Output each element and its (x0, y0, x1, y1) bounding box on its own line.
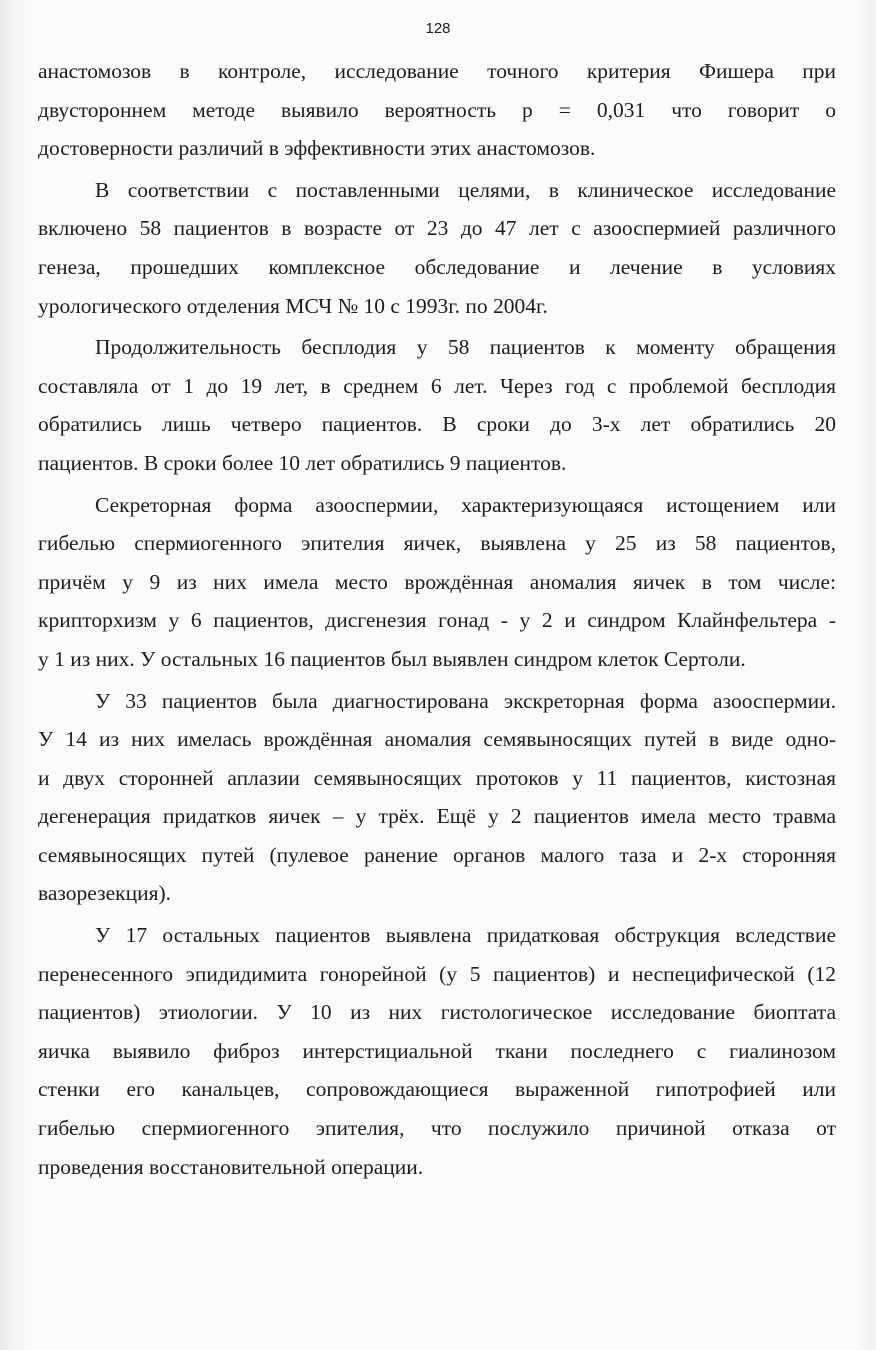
text-line: у 1 из них. У остальных 16 пациентов был выявлен синдром клеток Сертоли. (38, 646, 746, 671)
paragraph (38, 916, 836, 1186)
text-line: дегенерация придатков яичек – у трёх. Ещё у 2 пациентов имела место травма (38, 804, 836, 829)
text-line: гибелью спермиогенного эпителия яичек, выявлена у 25 из 58 пациентов, (38, 531, 836, 556)
paragraph (38, 486, 836, 679)
text-line: стенки его канальцев, сопровождающиеся выраженной гипотрофией или (38, 1077, 836, 1102)
text-line: составляла от 1 до 19 лет, в среднем 6 лет. Через год с проблемой бесплодия (38, 373, 836, 398)
text-line: семявыносящих путей (пулевое ранение органов малого таза и 2-х сторонняя (38, 842, 836, 867)
paragraph (38, 682, 836, 914)
text-line: Секреторная форма азооспермии, характеризующаяся истощением или (95, 492, 836, 517)
text-line: яичка выявило фиброз интерстициальной ткани последнего с гиалинозом (38, 1038, 836, 1063)
text-line: перенесенного эпидидимита гонорейной (у 5 пациентов) и неспецифической (12 (38, 961, 836, 986)
text-line: двустороннем методе выявило вероятность р = 0,031 что говорит о (38, 97, 836, 122)
text-line: обратились лишь четверо пациентов. В сроки до 3-х лет обратились 20 (38, 412, 836, 437)
text-line: причём у 9 из них имела место врождённая аномалия яичек в том числе: (38, 569, 836, 594)
text-line: У 14 из них имелась врождённая аномалия семявыносящих путей в виде одно- (38, 727, 836, 752)
text-line: и двух сторонней аплазии семявыносящих протоков у 11 пациентов, кистозная (38, 765, 836, 790)
text-line: включено 58 пациентов в возрасте от 23 до 47 лет с азооспермией различного (38, 216, 836, 241)
paragraph (38, 52, 836, 168)
text-line: проведения восстановительной операции. (38, 1154, 424, 1179)
text-line: У 17 остальных пациентов выявлена придатковая обструкция вследствие (95, 923, 836, 948)
text-line: урологического отделения МСЧ № 10 с 1993г. по 2004г. (38, 293, 548, 318)
text-line: анастомозов в контроле, исследование точного критерия Фишера при (38, 59, 836, 83)
text-line: Продолжительность бесплодия у 58 пациентов к моменту обращения (95, 335, 836, 360)
text-line: вазорезекция). (38, 881, 171, 906)
text-line: крипторхизм у 6 пациентов, дисгенезия гонад - у 2 и синдром Клайнфельтера - (38, 608, 836, 633)
text-line: достоверности различий в эффективности этих анастомозов. (38, 136, 596, 161)
paragraph (38, 171, 836, 325)
text-line: пациентов) этиологии. У 10 из них гистологическое исследование биоптата (38, 1000, 836, 1025)
text-line: В соответствии с поставленными целями, в клиническое исследование (95, 177, 836, 202)
text-line: У 33 пациентов была диагностирована экскреторная форма азооспермии. (95, 688, 836, 713)
text-line: генеза, прошедших комплексное обследование и лечение в условиях (38, 254, 836, 279)
text-line: пациентов. В сроки более 10 лет обратились 9 пациентов. (38, 450, 567, 475)
page-number: 128 (425, 20, 451, 37)
document-body (38, 52, 836, 1186)
paragraph (38, 328, 836, 482)
text-line: гибелью спермиогенного эпителия, что послужило причиной отказа от (38, 1116, 836, 1141)
